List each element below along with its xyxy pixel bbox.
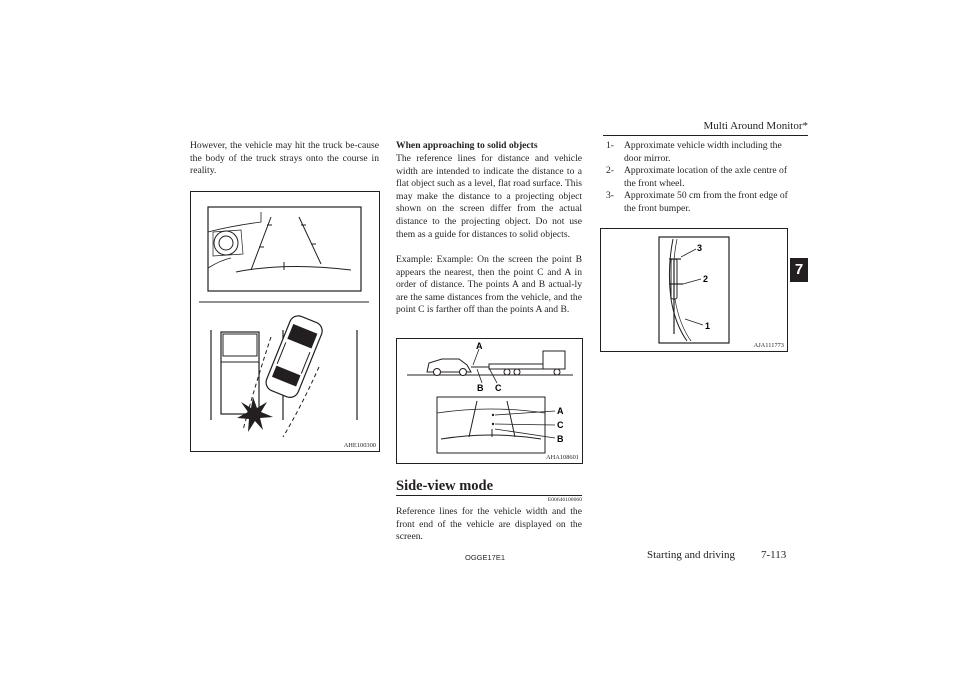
footer-page-number: 7-113 [761,549,787,561]
figure-code: AHE100300 [343,442,376,449]
paragraph-solid-objects: The reference lines for distance and vehicle width are intended to indicate the distance to a flat object such as a level, flat road surface. This may make the distance to a projecting object shown on the screen differ from the actual distance to the projecting object. Do not use them as a guide for distances to solid objects. [396,153,582,240]
header-rule [603,135,808,136]
list-item: 2- Approximate location of the axle centre of the front wheel. [606,165,788,189]
figure-solid-object-points [396,338,583,464]
section-code: E00646100060 [547,497,582,503]
truck-parking-illustration [191,192,379,451]
subheading: When approaching to solid objects [396,140,538,151]
figure-code: AJA111773 [753,342,784,349]
side-view-illustration [601,229,787,351]
label-c-top: C [495,383,502,393]
reference-line-list [606,140,788,216]
paragraph-side-view: Reference lines for the vehicle width and the front end of the vehicle are displayed on the screen. [396,506,582,543]
paragraph-example: Example: Example: On the screen the point B appears the nearest, then the point C and A in order of distance. The points A and B actual-ly are the same distances from the vehicle, and the point C is farther off than the points A and B. [396,254,582,316]
chapter-tab: 7 [790,258,808,282]
label-b-top: B [477,383,484,393]
label-c-screen: C [557,420,564,430]
list-item: 1- Approximate vehicle width including the door mirror. [606,140,782,164]
list-item: 3- Approximate 50 cm from the front edge of the front bumper. [606,190,788,214]
label-a-top: A [476,341,483,351]
section-rule [396,495,582,496]
footer-section: Starting and driving [647,549,735,561]
page-header-title: Multi Around Monitor* [703,120,808,132]
label-1: 1 [705,321,711,331]
label-a-screen: A [557,406,564,416]
label-b-screen: B [557,434,564,444]
label-2: 2 [703,274,709,284]
footer-doc-code: OGGE17E1 [465,553,506,562]
figure-truck-parking [190,191,380,452]
section-title: Side-view mode [396,478,494,494]
left-paragraph: However, the vehicle may hit the truck be-cause the body of the truck strays onto the course in reality. [190,140,379,177]
figure-side-view [600,228,788,352]
label-3: 3 [697,243,703,253]
figure-code: AHA108601 [545,454,579,461]
solid-object-illustration [397,339,582,463]
